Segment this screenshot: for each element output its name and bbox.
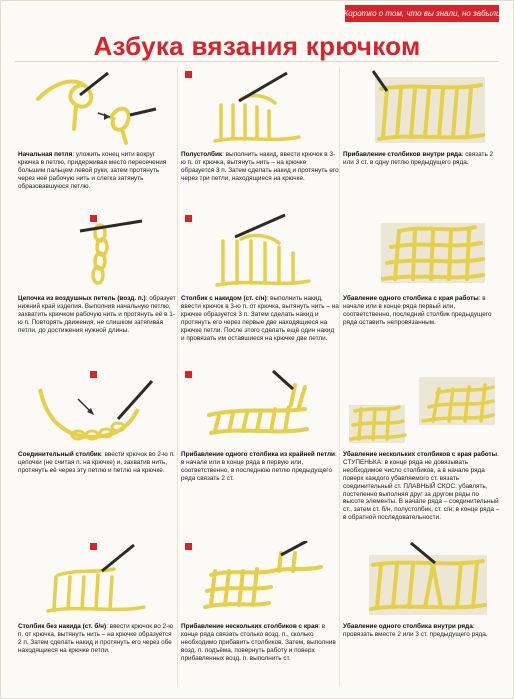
desc-pribavlenie-vnutri — [343, 151, 501, 167]
term-label: Прибавление одного столбика из крайней петли — [181, 451, 335, 458]
term-text: : в конце ряда связать столько возд. п., сколько необходимо прибавить столбиков. Затем, выполнив возд. п. подъёма, повернуть работу и поверх прибавленных возд. п. выполнить ст. — [181, 623, 336, 662]
illustration-increase-several — [181, 541, 339, 619]
illustration-decrease-edge — [343, 213, 501, 291]
term-text: : ввести крючок во 2-ю п. от крючка, вытянуть нить – на крючке образуется 2 п. Затем сделать накид и протянуть его через обе находящиеся на крючке петли. — [18, 623, 174, 654]
term-label: Прибавление столбиков внутри ряда — [343, 151, 462, 158]
term-text: : уложить конец нити вокруг крючка в петлю, придерживая место пересечения большим пальцем левой руки, затем протянуть через неё рабочую нить и слегка затянуть образовавшуюся петлю. — [18, 151, 167, 190]
desc-nachalnaya-petlya — [18, 151, 176, 191]
term-text: : в начале или в конце ряда первый или, соответственно, последний столбик предыдущего ряда оставить непровязанным. — [343, 295, 492, 326]
term-text: : выполнить накид, ввести крючок в 3-ю п. от крючка, вытянуть нить – на крючке образуется 3 п. Затем сделать накид и протянуть его через три петли, находящиеся на крючке. — [181, 151, 339, 182]
illustration-slip-stitch — [18, 369, 176, 447]
illustration-double-crochet — [181, 213, 339, 291]
term-label: Убавление нескольких столбиков с края работы — [343, 451, 498, 458]
term-text: : в начале или в конце ряда в первую или, соответственно, в последнюю петлю предыдущего ряда связать 2 ст. — [181, 451, 337, 482]
term-text: : провязать вместе 2 или 3 ст. предыдущего ряда. — [343, 623, 488, 638]
page-title: Азбука вязания крючком — [93, 31, 421, 61]
desc-ubavlenie-odnogo-kraj — [343, 295, 501, 327]
illustration-chain — [18, 213, 176, 291]
term-text: . СТУПЕНЬКА: в конце ряда не довязывать необходимое число столбиков, а в начале ряда поверх каждого убавляемого ст. вязать соединительный ст. ПЛАВНЫЙ СКОС: убавлять, постепенно выполняя друг за другом ряды по высоте элементы. В начале ряда – соединительный ст., затем ст. б/н, полустолбик, ст. с/н; в конце ряда – в обратной последовательности. — [343, 451, 500, 522]
term-label: Полустолбик — [181, 151, 223, 158]
illustration-half-double — [181, 69, 339, 147]
term-text: : образует нижний край изделия. Выполнив начальную петлю, захватить крючком рабочую нить и протянуть её в 1-ю п. Повторять движения, не слишком затягивая петли, до достижения нужной длины. — [18, 295, 176, 334]
section-tagline: Коротко о том, что вы знали, но забыли — [345, 5, 499, 22]
column-divider-1 — [177, 67, 178, 686]
illustration-increase-inside — [343, 69, 501, 147]
desc-polustolbik — [181, 151, 339, 183]
desc-cepochka — [18, 295, 176, 335]
illustration-decrease-several — [343, 369, 501, 447]
title-divider — [15, 61, 499, 62]
desc-pribavlenie-kraj — [181, 451, 339, 483]
term-label: Цепочка из воздушных петель (возд. п.) — [18, 295, 146, 302]
term-label: Столбик без накида (ст. б/н) — [18, 623, 107, 630]
illustration-decrease-inside — [343, 541, 501, 619]
desc-pribavlenie-neskolkih-kraj — [181, 623, 339, 663]
term-label: Убавление одного столбика с края работы — [343, 295, 479, 302]
term-label: Начальная петля — [18, 151, 73, 158]
term-label: Убавление одного столбика внутри ряда — [343, 623, 473, 630]
desc-stolbik-bez-nakida — [18, 623, 176, 655]
desc-stolbik-s-nakidom — [181, 295, 339, 342]
illustration-slip-knot — [18, 69, 176, 147]
term-text: : ввести крючок во 2-ю п. цепочки (не считая п. на крючке) и, захватив нить, протянуть её через эту петлю и петлю на крючке. — [18, 451, 175, 474]
term-label: Столбик с накидом (ст. с/н) — [181, 295, 267, 302]
term-label: Соединительный столбик — [18, 451, 101, 458]
illustration-increase-edge — [181, 369, 339, 447]
illustration-single-crochet — [18, 541, 176, 619]
desc-ubavlenie-vnutri — [343, 623, 501, 639]
term-label: Прибавление нескольких столбиков с края — [181, 623, 319, 630]
desc-soedinitelny — [18, 451, 176, 475]
term-text: : связать 2 или 3 ст. в одну петлю предыдущего ряда. — [343, 151, 494, 166]
column-divider-2 — [339, 67, 340, 686]
desc-ubavlenie-neskolkih-kraj — [343, 451, 501, 522]
term-text: : выполнить накид, ввести крючок в 3-ю п. от крючка, вытянуть нить – на крючке образуется 3 п. Затем сделать накид и протянуть его через первые две находящиеся на крючке петли. После этого сделать ещё один накид и провязать им оставшиеся на крючке две петли. — [181, 295, 339, 342]
